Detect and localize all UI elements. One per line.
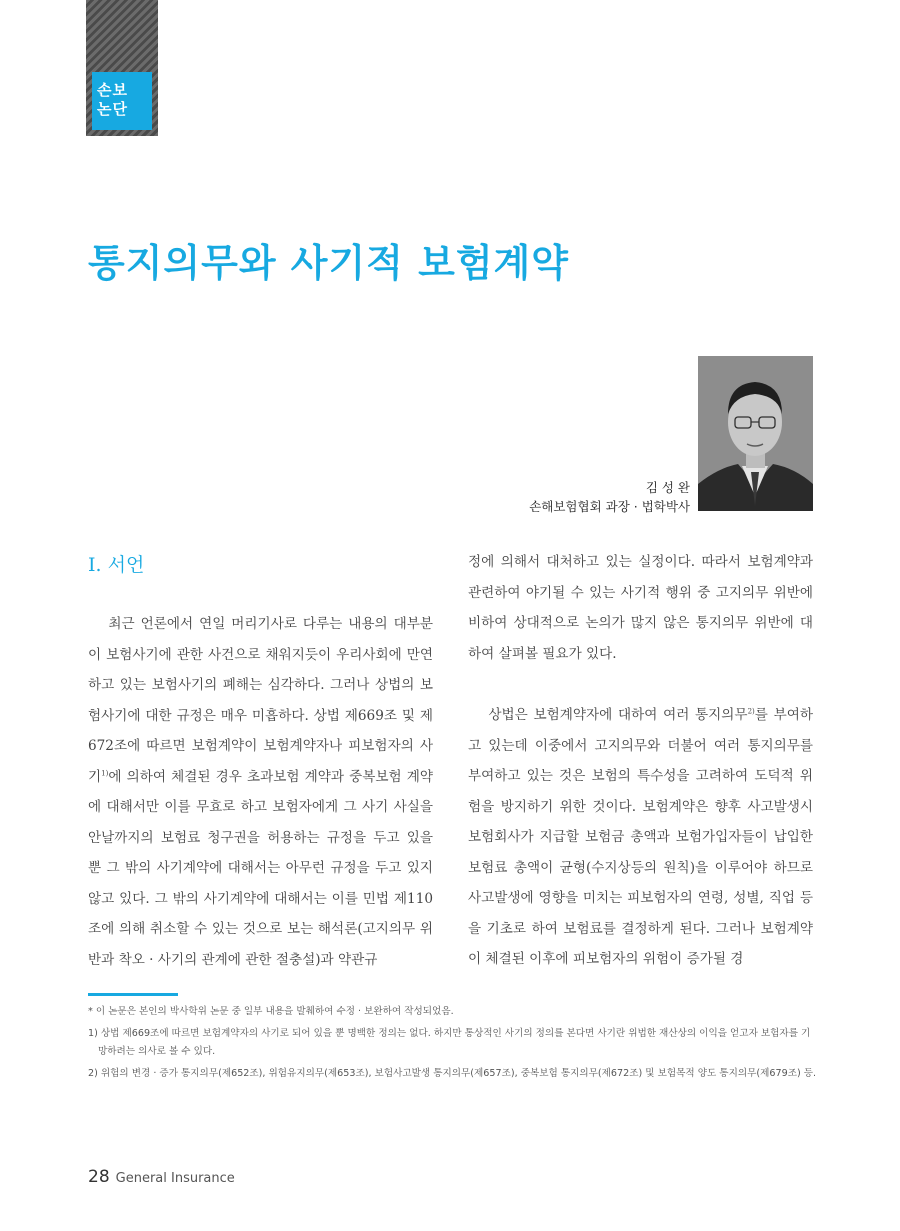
author-portrait-image (698, 356, 813, 511)
author-name: 김 성 완 (645, 480, 690, 495)
paragraph-text: 최근 언론에서 연일 머리기사로 다루는 내용의 대부분이 보험사기에 관한 사건으로 채워지듯이 우리사회에 만연하고 있는 보험사기의 폐해는 심각하다. 그러나 상법의 보험사기에 대한 규정은 매우 미흡하다. 상법 제669조 및 제672조에 따르면 보험계약이 보험계약자나 피보험자의 사기 (88, 616, 433, 785)
section-heading: Ⅰ. 서언 (88, 554, 145, 576)
author-photo (698, 356, 813, 511)
section-badge-line-1: 손보 (97, 81, 128, 99)
body-paragraph-1 (88, 609, 433, 975)
author-affiliation: 손해보험협회 과장 · 법학박사 (529, 499, 690, 514)
paragraph-text: 에 의하여 체결된 경우 초과보험 계약과 중복보험 계약에 대해서만 이를 무효로 하고 보험자에게 그 사기 사실을 안날까지의 보험료 청구권을 허용하는 규정을 두고 있을 뿐 그 밖의 사기계약에 대해서는 아무런 규정을 두고 있지 않고 있다. 그 밖의 사기계약에 대해서는 이를 민법 제110조에 의해 취소할 수 있는 것으로 보는 해석론(고지의무 위반과 착오 · 사기의 관계에 관한 절충설)과 약관규 (88, 768, 433, 968)
footnotes (88, 1003, 818, 1087)
body-paragraph-1-continued: 정에 의해서 대처하고 있는 실정이다. 따라서 보험계약과 관련하여 야기될 수 있는 사기적 행위 중 고지의무 위반에 비하여 상대적으로 논의가 많지 않은 통지의무 위반에 대하여 살펴볼 필요가 있다. (468, 554, 813, 662)
body-paragraph-2 (468, 700, 813, 975)
footnote-rule (88, 993, 178, 996)
page-folio (88, 1167, 235, 1187)
magazine-name: General Insurance (115, 1171, 235, 1186)
author-byline (529, 478, 690, 516)
page-number: 28 (88, 1167, 110, 1187)
article-title: 통지의무와 사기적 보험계약 (88, 241, 569, 285)
section-badge-line-2: 논단 (97, 100, 128, 118)
footnote-ref-2: 2) (747, 707, 755, 716)
footnote-ref-1: 1) (101, 768, 109, 777)
paragraph-text: 를 부여하고 있는데 이중에서 고지의무와 더불어 여러 통지의무를 부여하고 있는 것은 보험의 특수성을 고려하여 도덕적 위험을 방지하기 위한 것이다. 보험계약은 향후 사고발생시 보험회사가 지급할 보험금 총액과 보험가입자들이 납입한 보험료 총액이 균형(수지상등의 원칙)을 이루어야 하므로 사고발생에 영향을 미치는 피보험자의 연령, 성별, 직업 등을 기초로 하여 보험료를 결정하게 된다. 그러나 보험계약이 체결된 이후에 피보험자의 위험이 증가될 경 (468, 707, 813, 967)
footnote-star: * 이 논문은 본인의 박사학위 논문 중 일부 내용을 발췌하여 수정 · 보완하여 작성되었음. (88, 1006, 454, 1017)
footnote-2: 2) 위험의 변경 · 증가 통지의무(제652조), 위험유지의무(제653조), 보험사고발생 통지의무(제657조), 중복보험 통지의무(제672조) 및 보험목적 양도 통지의무(제679조) 등. (88, 1068, 817, 1079)
footnote-1: 1) 상법 제669조에 따르면 보험계약자의 사기로 되어 있을 뿐 명백한 정의는 없다. 하지만 통상적인 사기의 정의를 본다면 사기란 위법한 재산상의 이익을 얻고자 보험자를 기망하려는 의사로 볼 수 있다. (88, 1028, 811, 1057)
paragraph-text: 상법은 보험계약자에 대하여 여러 통지의무 (488, 707, 748, 723)
section-badge (92, 72, 152, 130)
